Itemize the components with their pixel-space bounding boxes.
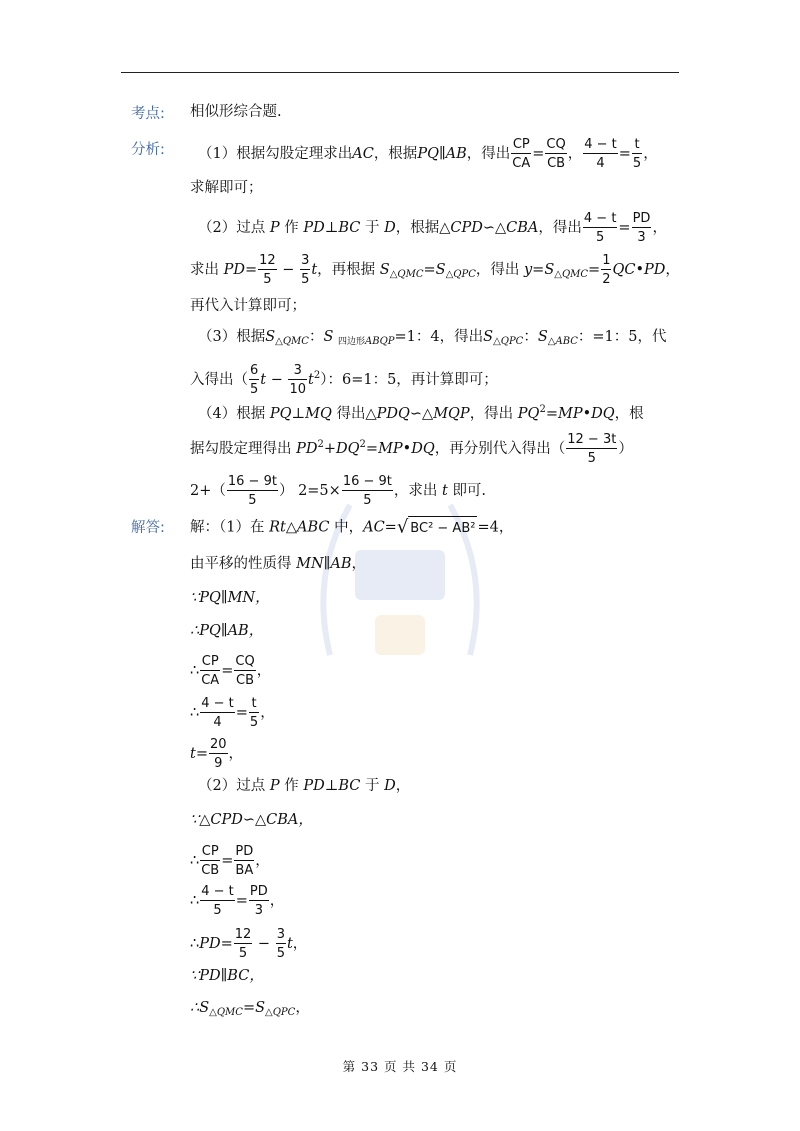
solution-line-5: ∴ $\frac{CP}{CA}$ = $\frac{CQ}{CB}$ ， <box>190 654 272 688</box>
math-term: PD <box>632 211 651 226</box>
math-term: 2 <box>359 439 366 450</box>
math-term: y=S <box>523 262 555 278</box>
math-term: PD⊥BC <box>303 778 361 794</box>
math-term: =S <box>242 1000 266 1016</box>
math-term: ∵△CPD∽△CBA， <box>190 812 313 828</box>
analysis-line-8: （4）根据 PQ⊥MQ 得出△PDQ∽△MQP，得出 $PQ^2=MP•DQ$，根 <box>198 404 644 422</box>
label-kaodian: 考点: <box>131 106 165 122</box>
math-term: 5 <box>263 272 272 287</box>
fraction <box>227 475 278 507</box>
math-term: 2 <box>539 404 546 415</box>
math-term: 4 <box>596 156 605 171</box>
math-term: 5 <box>363 493 372 508</box>
math-term: 3 <box>301 253 310 268</box>
math-term: 3 <box>254 903 263 918</box>
math-term: PQ <box>517 406 540 422</box>
solution-line-12: ∴PD= $\frac{12}{5}$ − $\frac{3}{5}$ t， <box>190 927 308 961</box>
math-term: 5 <box>632 156 642 171</box>
header-rule <box>121 72 679 73</box>
math-term: PD <box>249 884 268 899</box>
math-term: AC= <box>363 519 397 536</box>
math-term: t= <box>190 746 208 762</box>
math-term <box>446 269 476 280</box>
math-term: 12 − 3t <box>567 432 617 447</box>
label-fenxi: 分析: <box>131 142 165 158</box>
math-term: AC <box>352 146 374 162</box>
math-term: S <box>379 262 390 278</box>
math-term: 5 <box>249 715 259 730</box>
math-term: 20 <box>209 737 227 752</box>
math-term <box>390 269 424 280</box>
math-term: 5 <box>248 493 257 508</box>
math-term: 4 − t <box>201 884 234 899</box>
math-term: 5 <box>238 946 248 961</box>
math-term <box>265 1007 295 1018</box>
math-term: 5 <box>250 382 259 397</box>
math-term: 12 <box>234 927 252 942</box>
math-term: 3 <box>637 230 646 245</box>
math-term: 4 − t <box>201 696 234 711</box>
fraction <box>249 364 259 396</box>
math-term: CA <box>512 156 531 171</box>
math-term <box>554 269 588 280</box>
math-term: △PDQ∽△MQP <box>365 406 470 422</box>
math-term: △QMC <box>209 1007 243 1018</box>
fraction <box>632 212 652 244</box>
fraction <box>632 138 642 170</box>
fraction <box>249 697 259 729</box>
math-term: CQ <box>546 137 566 152</box>
math-term: PD= <box>199 936 233 952</box>
math-term: PD⊥BC <box>303 220 361 236</box>
math-term: D <box>384 220 396 236</box>
math-term: 5 <box>587 451 596 466</box>
solution-line-1: 解：（1）在 Rt△ABC 中，AC=√ BC² − AB² =4， <box>190 516 514 538</box>
math-term: PQ∥AB <box>417 146 467 162</box>
solution-line-14: $\therefore S_{\triangle QMC}=S_{\triangle QPC}$， <box>190 1000 310 1018</box>
math-term: ABQP <box>365 336 395 347</box>
math-term: PD <box>235 844 254 859</box>
math-term: t <box>442 483 448 499</box>
math-term: t <box>308 372 314 388</box>
math-term: 2 <box>313 370 321 381</box>
math-term: 9 <box>214 756 223 771</box>
analysis-line-7: 入得出（ $\frac{6}{5}$ t − $\frac{3}{10}$ $t^2$）：6=1：5，再计算即可； <box>190 363 498 397</box>
math-term: t <box>632 138 642 154</box>
math-term: ∴PQ∥AB， <box>190 623 264 639</box>
fraction <box>583 138 618 170</box>
math-term: ∵PQ∥MN， <box>190 590 270 606</box>
math-term: △QPC <box>445 269 476 280</box>
math-term: BA <box>235 863 254 878</box>
analysis-line-9: 据勾股定理得出 $PD^2+DQ^2=MP•DQ$，再分别代入得出（ $\frac{12 - 3t}{5}$ ） <box>190 432 633 466</box>
fraction <box>200 697 235 729</box>
math-term: 12 <box>259 253 276 268</box>
math-term: t <box>311 262 318 278</box>
fraction <box>545 138 566 170</box>
math-term: △QMC <box>554 269 589 280</box>
fraction <box>258 254 277 286</box>
math-term: P <box>269 220 280 236</box>
math-term: 4 <box>213 715 222 730</box>
math-term: 16 − 9t <box>227 474 277 489</box>
math-term: 4 − t <box>583 211 617 226</box>
fraction <box>249 885 269 917</box>
fraction <box>566 433 617 465</box>
math-term: CP <box>201 844 219 859</box>
analysis-line-4: 求出 PD= $\frac{12}{5}$ − $\frac{3}{5}$ t，再根据 $S_{\triangle QMC}=S_{\triangle QPC}$，得出 $y=S_{\triangle QMC}=$ $\frac{1}{2}$ QC•PD， <box>190 253 680 287</box>
analysis-line-6: （3）根据$S_{\triangle QMC}$：S $_{四边形ABQP}$=1：4，得出$S_{\triangle QPC}$：$S_{\triangle ABC}$：=1：5，代 <box>198 329 667 347</box>
math-term: 10 <box>289 382 307 397</box>
math-term: D <box>384 778 396 794</box>
fraction <box>234 845 254 877</box>
fraction <box>234 928 253 960</box>
math-term: △QMC <box>389 269 424 280</box>
analysis-line-3: （2）过点 P 作 PD⊥BC 于 D，根据△CPD∽△CBA，得出 $\frac{4 - t}{5}$ = $\frac{PD}{3}$ ， <box>198 211 667 245</box>
solution-line-9 <box>190 810 313 830</box>
math-term: △ABC <box>547 336 578 347</box>
fraction <box>342 475 393 507</box>
math-term <box>548 336 578 347</box>
analysis-line-2: 求解即可； <box>190 180 263 196</box>
math-term: 1 <box>602 253 611 268</box>
fraction <box>300 254 310 286</box>
fraction <box>276 928 286 960</box>
analysis-line-5: 再代入计算即可； <box>190 298 306 314</box>
math-term: 6 <box>250 363 259 378</box>
solution-line-11: ∴ $\frac{4 - t}{5}$ = $\frac{PD}{3}$ ， <box>190 884 285 918</box>
solution-line-8: （2）过点 P 作 PD⊥BC 于 D， <box>198 778 411 794</box>
math-term: S <box>435 262 446 278</box>
math-term <box>209 1007 243 1018</box>
math-term: 5 <box>213 903 222 918</box>
math-term: PD= <box>223 262 258 278</box>
solution-line-3 <box>190 588 270 608</box>
math-term: PD <box>296 441 318 457</box>
math-term: Rt△ABC <box>269 519 330 536</box>
math-term: S <box>483 329 494 345</box>
math-term: ∵PD∥BC， <box>190 968 264 984</box>
math-term: CP <box>201 654 219 669</box>
math-term <box>493 336 523 347</box>
math-term: 2 <box>602 272 611 287</box>
fraction <box>583 212 618 244</box>
fraction <box>200 655 220 687</box>
label-jieda: 解答: <box>131 520 165 536</box>
math-term: S <box>537 329 548 345</box>
math-term: △QPC <box>265 1007 296 1018</box>
solution-line-2: 由平移的性质得 MN∥AB， <box>190 556 366 572</box>
math-term: 5 <box>301 272 310 287</box>
math-term: CB <box>201 863 220 878</box>
fraction <box>209 738 228 770</box>
solution-line-4 <box>190 621 263 641</box>
solution-line-10: ∴ $\frac{CP}{CB}$ = $\frac{PD}{BA}$ ， <box>190 844 270 878</box>
fraction <box>601 254 611 286</box>
math-term: △QPC <box>493 336 524 347</box>
math-term: t <box>249 697 259 713</box>
math-term <box>365 336 395 347</box>
math-term: S <box>323 329 334 345</box>
math-term: PQ⊥MQ <box>269 406 332 422</box>
math-term: +DQ <box>323 441 360 457</box>
solution-line-7: t= $\frac{20}{9}$ ， <box>190 737 244 771</box>
solution-line-6: ∴ $\frac{4 - t}{4}$ = $\frac{t}{5}$ ， <box>190 696 275 730</box>
fraction <box>200 885 235 917</box>
analysis-line-10: 2+（ $\frac{16 - 9t}{5}$ ） 2=5× $\frac{16 - 9t}{5}$ ，求出 t 即可. <box>190 474 487 508</box>
math-term <box>275 336 309 347</box>
kaodian-text: 相似形综合题. <box>190 104 282 120</box>
fraction <box>234 655 255 687</box>
math-term: P <box>269 778 280 794</box>
math-term: MN∥AB <box>296 556 352 572</box>
math-term: t <box>286 936 293 952</box>
solution-line-13 <box>190 966 264 986</box>
fraction <box>288 364 307 396</box>
math-term: =MP•DQ <box>365 441 435 457</box>
fraction <box>200 845 220 877</box>
math-term: 5 <box>276 946 285 961</box>
math-term: △QMC <box>275 336 309 347</box>
math-term: CB <box>547 156 566 171</box>
math-term: 16 − 9t <box>342 474 392 489</box>
math-term: 3 <box>288 364 307 380</box>
analysis-line-1: （1）根据勾股定理求出AC，根据PQ∥AB，得出 $\frac{CP}{CA}$ = $\frac{CQ}{CB}$ ， $\frac{4 - t}{4}$ = $\frac{t}{5}$ ， <box>198 137 658 171</box>
math-term: 5 <box>596 230 605 245</box>
math-term: CQ <box>235 654 255 669</box>
math-term: 2 <box>317 439 324 450</box>
math-term: QC•PD <box>612 262 666 278</box>
math-term: t <box>260 372 267 388</box>
math-term: 3 <box>276 927 285 942</box>
math-term: =MP•DQ <box>545 406 615 422</box>
math-term: △CPD∽△CBA <box>439 220 539 236</box>
fraction <box>511 138 531 170</box>
math-term: CP <box>512 137 530 152</box>
math-term: S <box>265 329 276 345</box>
math-term: ∴S <box>190 1000 210 1016</box>
math-term: CB <box>236 673 255 688</box>
math-term: CA <box>201 673 220 688</box>
sqrt: √ BC² − AB² <box>396 516 476 538</box>
page-footer: 第 33 页 共 34 页 <box>342 1059 458 1074</box>
math-term: 4 − t <box>584 137 617 152</box>
